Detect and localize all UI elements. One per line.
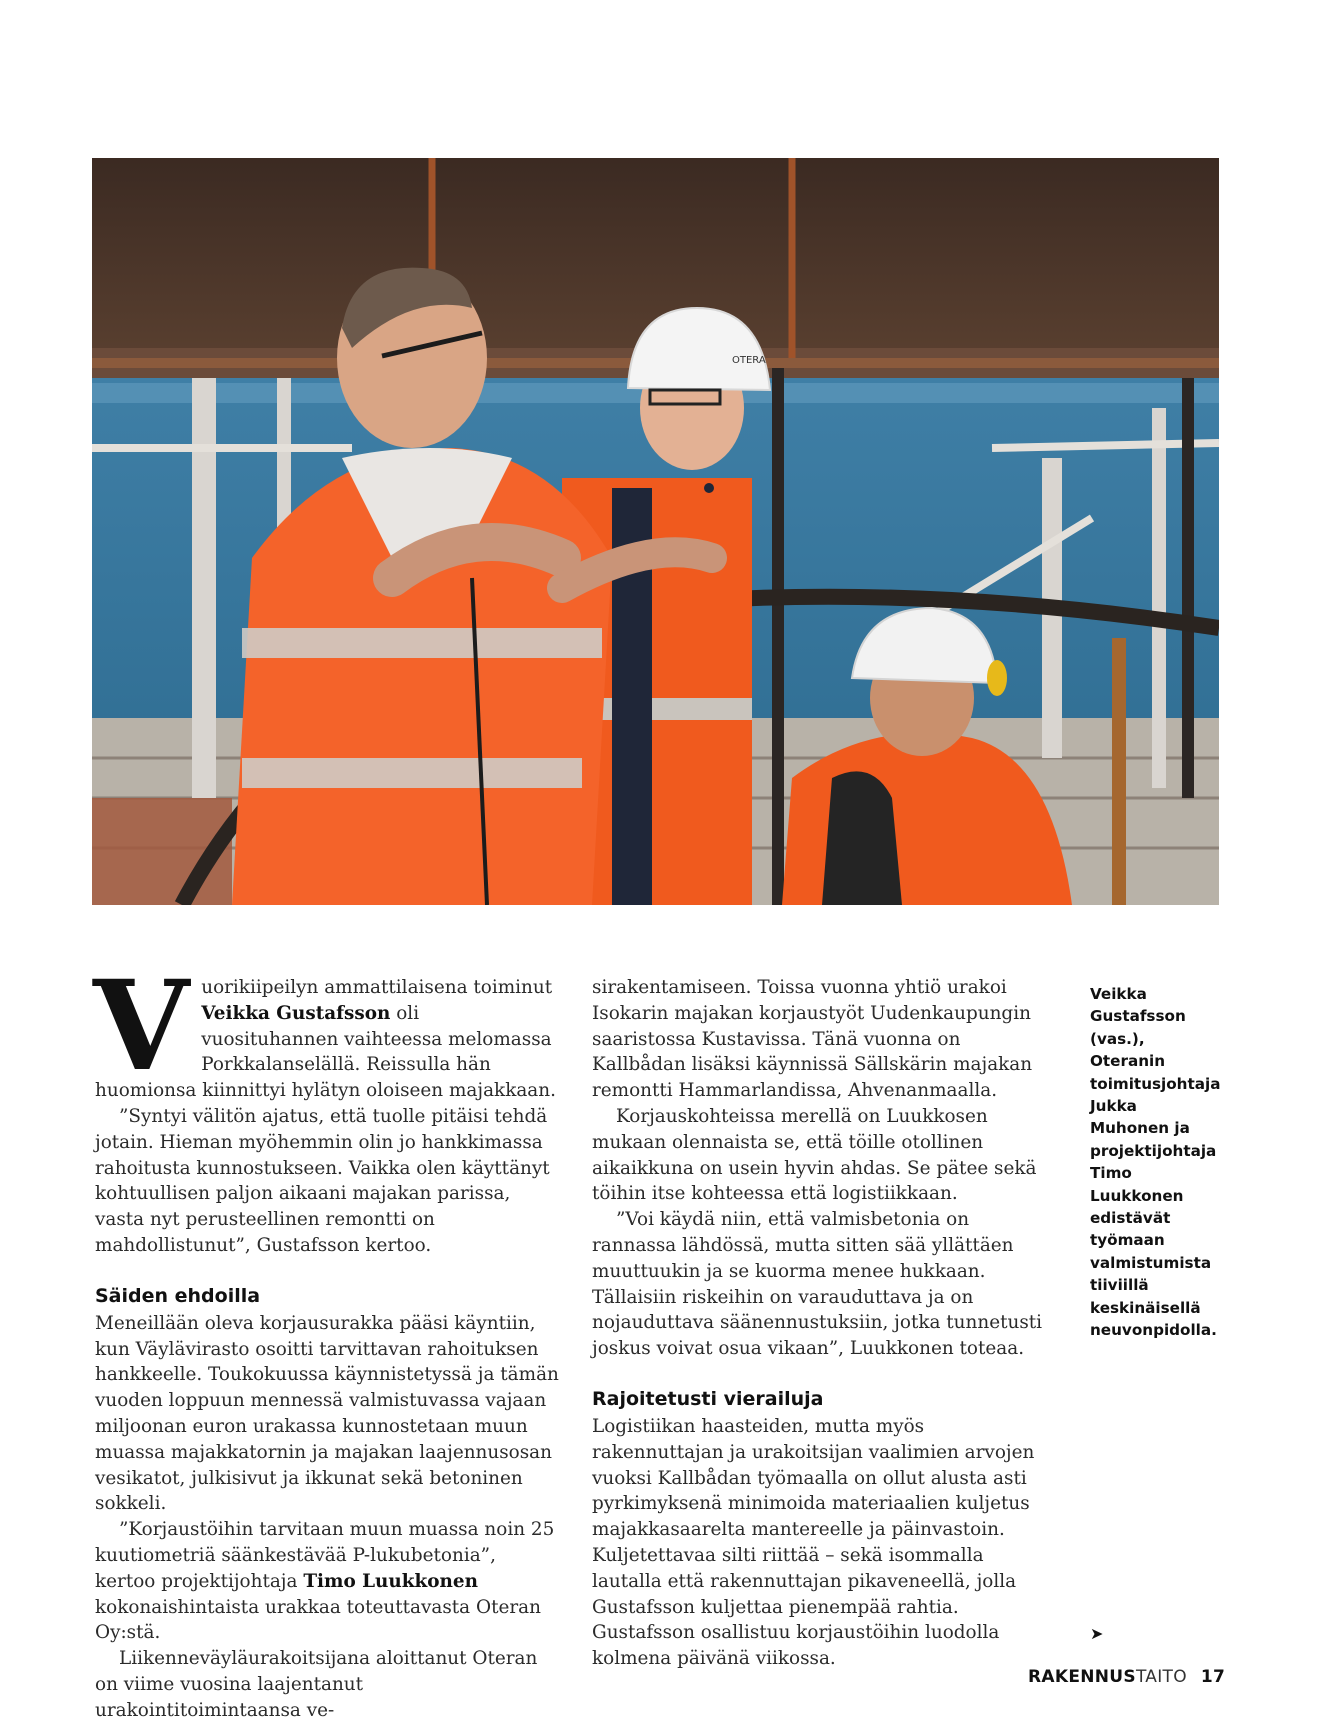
paragraph: Meneillään oleva korjausurakka pääsi käyntiin, kun Väylävirasto osoitti tarvittavan rahoituksen hankkeelle. Toukokuussa käynnistetyssä ja tämän vuoden loppuun mennessä valmistuvassa vajaan miljoonan euron urakassa kunnostetaan muun muassa majakkatornin ja majakan laajennusosan vesikatot, julkisivut ja ikkunat sekä betoninen sokkeli. [95,1312,559,1515]
text-segment: uorikiipeilyn ammattilaisena toiminut [201,977,553,998]
paragraph: ”Voi käydä niin, että valmisbetonia on rannassa lähdössä, mutta sitten sää yllättäen muuttuukin ja se kuorma menee hukkaan. Tällaisiin riskeihin on varauduttava ja on nojauduttava säänennustuksiin, jotka tunnetusti joskus voivat osua vikaan”, Luukkonen toteaa. [592,1209,1043,1360]
article-column-1 [93,954,561,1724]
article-column-2 [592,975,1058,1672]
person-name: Timo Luukkonen [303,1570,478,1592]
paragraph: Liikenneväyläurakoitsijana aloittanut Oteran on viime vuosina laajentanut urakointitoimintaansa ve- [95,1648,538,1721]
page-footer [1028,1667,1225,1687]
paragraph: ”Syntyi välitön ajatus, että tuolle pitäisi tehdä jotain. Hieman myöhemmin olin jo hankkimassa rahoitusta kunnostukseen. Vaikka olen käyttänyt kohtuullisen paljon aikaani majakan parissa, vasta nyt perusteellinen remontti on mahdollistunut”, Gustafsson kertoo. [95,1105,550,1256]
magazine-name-bold: RAKENNUS [1028,1667,1136,1687]
paragraph: Korjauskohteissa merellä on Luukkosen mukaan olennaista se, että töille otollinen aikaikkuna on usein hyvin ahdas. Se pätee sekä töihin itse kohteessa että logistiikkaan. [592,1105,1037,1205]
photo-illustration [92,158,1219,905]
photo-caption: Veikka Gustafsson (vas.), Oteranin toimitusjohtaja Jukka Muhonen ja projektijohtaja Timo Luukkonen edistävät työmaan valmistumista tiiviillä keskinäisellä neuvonpidolla. [1090,985,1221,1340]
article-photo [92,158,1219,905]
text-segment: ”Korjaustöihin tarvitaan muun muassa noin 25 kuutiometriä säänkestävää P-lukubetonia”, kertoo projektijohtaja [95,1519,555,1592]
text-segment: kokonaishintaista urakkaa toteuttavasta Oteran Oy:stä. [95,1596,541,1644]
lead-paragraph [93,954,561,1104]
page-number: 17 [1200,1667,1226,1687]
person-name: Veikka Gustafsson [201,1002,391,1024]
paragraph [95,1517,561,1646]
continue-arrow-icon: ➤ [1090,1624,1104,1643]
subheading: Säiden ehdoilla [95,1284,261,1307]
text-segment: oli vuosituhannen vaihteessa melomassa Porkkalanselällä. Reissulla hän huomionsa kiinnittyi hylätyn oloiseen majakkaan. [95,1002,556,1102]
paragraph: sirakentamiseen. Toissa vuonna yhtiö urakoi Isokarin majakan korjaustyöt Uudenkaupungin saaristossa Kustavissa. Tänä vuonna on Kallbådan lisäksi käynnissä Sällskärin majakan remontti Hammarlandissa, Ahvenanmaalla. [592,977,1033,1102]
subheading: Rajoitetusti vierailuja [592,1387,824,1410]
paragraph: Logistiikan haasteiden, mutta myös rakennuttajan ja urakoitsijan vaalimien arvojen vuoksi Kallbådan työmaalla on ollut alusta asti pyrkimyksenä minimoida materiaalien kuljetus majakkasaarelta mantereelle ja päinvastoin. Kuljetettavaa silti riittää – sekä isommalla lautalla että rakennuttajan pikaveneellä, jolla Gustafsson kuljettaa pienempää rahtia. Gustafsson osallistuu korjaustöihin luodolla kolmena päivänä viikossa. [592,1415,1035,1670]
helmet-text: OTERA [732,355,766,366]
magazine-name-light: TAITO [1135,1667,1187,1687]
drop-cap: V [93,954,190,1099]
